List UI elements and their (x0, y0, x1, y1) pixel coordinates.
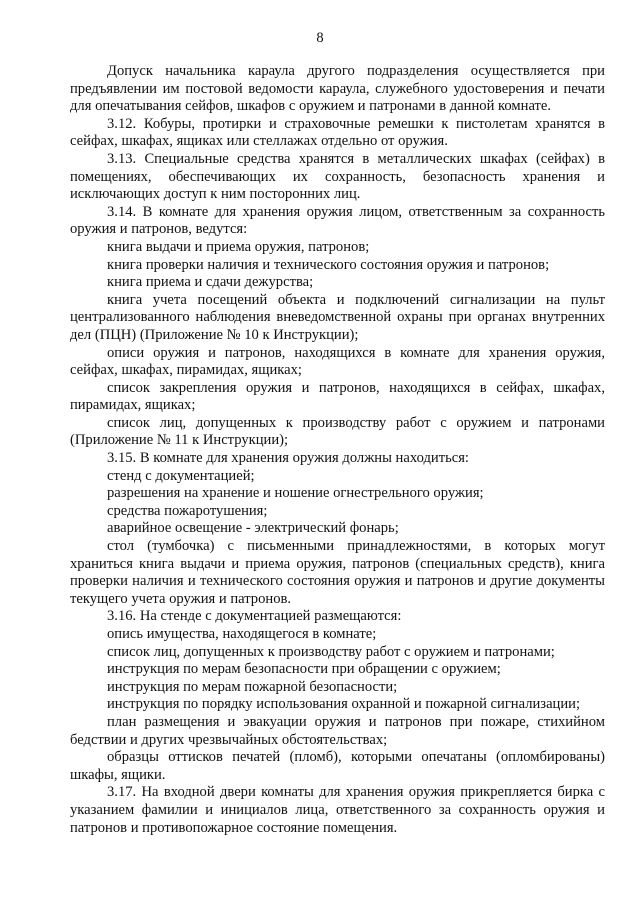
paragraph-3-13: 3.13. Специальные средства хранятся в металлических шкафах (сейфах) в помещениях, обеспечивающих их сохранность, безопасность хранения и исключающих доступ к ним посторонних лиц. (70, 150, 605, 203)
list-item: книга выдачи и приема оружия, патронов; (107, 238, 370, 255)
list-item: описи оружия и патронов, находящихся в комнате для хранения оружия, сейфах, шкафах, пирамидах, ящиках; (70, 344, 605, 379)
list-item: образцы оттисков печатей (пломб), которыми опечатаны (опломбированы) шкафы, ящики. (70, 749, 605, 783)
document-body (70, 63, 605, 837)
list-item: аварийное освещение - электрический фонарь; (107, 520, 399, 537)
list-item: разрешения на хранение и ношение огнестрельного оружия; (107, 485, 484, 502)
list-item: инструкция по порядку использования охранной и пожарной сигнализации; (107, 696, 581, 713)
list-item: книга проверки наличия и технического состояния оружия и патронов; (107, 256, 550, 273)
list-item: книга учета посещений объекта и подключений сигнализации на пульт централизованного наблюдения вневедомственной охраны при органах внутренних дел (ПЦН) (Приложение № 10 к Инструкции); (70, 291, 605, 343)
paragraph-3-14: 3.14. В комнате для хранения оружия лицом, ответственным за сохранность оружия и патронов, ведутся: (70, 203, 605, 238)
paragraph-access-guard-chief: Допуск начальника караула другого подразделения осуществляется при предъявлении им постовой ведомости караула, служебного удостоверения и печати для опечатывания сейфов, шкафов с оружием и патронами в данной комнате. (70, 63, 605, 115)
paragraph-3-12: 3.12. Кобуры, протирки и страховочные ремешки к пистолетам хранятся в сейфах, шкафах, ящиках или стеллажах отдельно от оружия. (70, 115, 605, 150)
list-item: список закрепления оружия и патронов, находящихся в сейфах, шкафах, пирамидах, ящиках; (70, 379, 605, 414)
list-item: средства пожаротушения; (107, 502, 268, 519)
paragraph-3-17: 3.17. На входной двери комнаты для хранения оружия прикрепляется бирка с указанием фамилии и инициалов лица, ответственного за сохранность оружия и патронов и противопожарное состояние помещения. (70, 784, 605, 836)
list-item: стенд с документацией; (107, 467, 255, 484)
list-item: список лиц, допущенных к производству работ с оружием и патронами (Приложение № 11 к Инструкции); (70, 414, 605, 449)
list-item: инструкция по мерам безопасности при обращении с оружием; (107, 661, 501, 678)
paragraph-3-15: 3.15. В комнате для хранения оружия должны находиться: (107, 450, 469, 467)
list-item: список лиц, допущенных к производству работ с оружием и патронами; (107, 643, 555, 660)
paragraph-3-16: 3.16. На стенде с документацией размещаются: (107, 608, 402, 625)
page-number: 8 (316, 30, 324, 46)
list-item: план размещения и эвакуации оружия и патронов при пожаре, стихийном бедствии и других чрезвычайных обстоятельствах; (70, 713, 605, 748)
list-item: книга приема и сдачи дежурства; (107, 274, 314, 291)
list-item: опись имущества, находящегося в комнате; (107, 626, 377, 642)
list-item: инструкция по мерам пожарной безопасности; (107, 678, 398, 695)
list-item: стол (тумбочка) с письменными принадлежностями, в которых могут храниться книга выдачи и приема оружия, патронов (специальных средств), книга проверки наличия и технического состояния оружия и патронов и другие документы текущего учета оружия и патронов. (70, 538, 605, 607)
